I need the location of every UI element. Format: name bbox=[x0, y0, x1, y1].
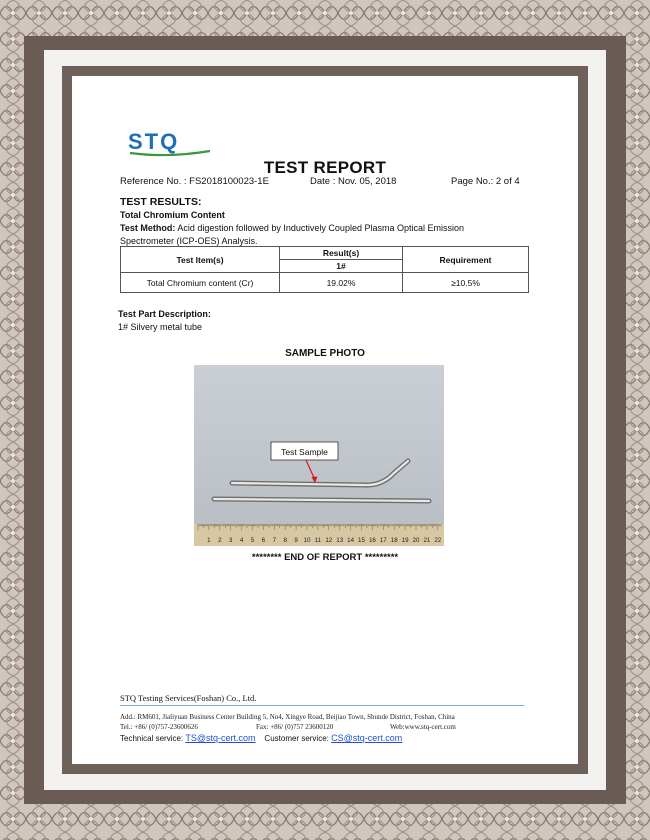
ruler-number: 5 bbox=[250, 537, 255, 544]
footer-divider bbox=[120, 705, 524, 706]
end-of-report: ******** END OF REPORT ********* bbox=[251, 552, 399, 563]
ruler-number: 7 bbox=[272, 537, 277, 544]
part-description-value: 1# Silvery metal tube bbox=[118, 322, 203, 332]
tech-service-label: Technical service: bbox=[120, 734, 184, 743]
ruler-number: 9 bbox=[294, 537, 298, 544]
cell-item: Total Chromium content (Cr) bbox=[121, 273, 280, 293]
logo-text: STQ bbox=[128, 130, 180, 154]
results-table bbox=[120, 246, 529, 293]
col-results: Result(s) bbox=[280, 247, 403, 260]
table-row bbox=[121, 273, 529, 293]
company-tel: Tel.: +86/ (0)757-23600626 bbox=[120, 723, 198, 731]
service-contacts bbox=[120, 733, 402, 743]
customer-service-label: Customer service: bbox=[264, 734, 329, 743]
ruler-number: 12 bbox=[325, 537, 333, 544]
ruler-number: 8 bbox=[283, 537, 287, 544]
ruler-number: 21 bbox=[423, 537, 431, 544]
col-sample-1: 1# bbox=[280, 260, 403, 273]
test-method-label: Test Method: bbox=[120, 223, 176, 233]
ruler-number: 16 bbox=[368, 537, 376, 544]
sample-photo bbox=[194, 365, 444, 546]
customer-service-email-link[interactable]: CS@stq-cert.com bbox=[331, 733, 403, 743]
company-fax: Fax: +86/ (0)757 23600120 bbox=[256, 723, 334, 731]
test-method bbox=[120, 222, 520, 247]
ruler-number: 14 bbox=[347, 537, 355, 544]
ruler-number: 22 bbox=[434, 537, 442, 544]
total-chromium-heading: Total Chromium Content bbox=[120, 210, 225, 220]
ruler-number: 15 bbox=[358, 537, 365, 544]
page-number: Page No.: 2 of 4 bbox=[451, 176, 520, 187]
ruler-number: 17 bbox=[379, 537, 387, 544]
cell-result: 19.02% bbox=[280, 273, 403, 293]
ruler-number: 2 bbox=[218, 537, 222, 544]
ruler-number: 11 bbox=[314, 537, 322, 544]
cell-requirement: ≥10.5% bbox=[403, 273, 529, 293]
ruler-number: 4 bbox=[239, 537, 244, 544]
test-method-text: Acid digestion followed by Inductively Coupled Plasma Optical Emission Spectrometer (ICP-OES) Analysis. bbox=[120, 223, 464, 246]
ruler-number: 10 bbox=[303, 537, 311, 544]
reference-number: Reference No. : FS2018100023-1E bbox=[120, 176, 269, 187]
stq-logo bbox=[128, 130, 212, 160]
ruler-number: 18 bbox=[390, 537, 398, 544]
ruler-number: 13 bbox=[336, 537, 344, 544]
company-web: Web:www.stq-cert.com bbox=[390, 723, 456, 731]
tech-service-email-link[interactable]: TS@stq-cert.com bbox=[185, 733, 256, 743]
callout-text: Test Sample bbox=[281, 447, 328, 457]
report-date: Date : Nov. 05, 2018 bbox=[310, 176, 397, 187]
col-requirement: Requirement bbox=[403, 247, 529, 273]
ruler-number: 3 bbox=[228, 537, 233, 544]
report-title: TEST REPORT bbox=[263, 158, 387, 177]
company-name: STQ Testing Services(Foshan) Co., Ltd. bbox=[120, 693, 257, 703]
test-results-heading: TEST RESULTS: bbox=[120, 196, 202, 208]
company-address: Add.: RM601, Jialiyuan Business Center Building 5, No4, Xingye Road, Beijiao Town, Shunde District, Foshan, China bbox=[120, 713, 455, 721]
ruler-number: 6 bbox=[261, 537, 266, 544]
sample-photo-heading: SAMPLE PHOTO bbox=[285, 348, 365, 359]
ruler-number: 19 bbox=[401, 537, 409, 544]
ruler-number: 20 bbox=[412, 537, 420, 544]
part-description-heading: Test Part Description: bbox=[118, 309, 211, 319]
ruler-number: 1 bbox=[207, 537, 211, 544]
col-test-item: Test Item(s) bbox=[121, 247, 280, 273]
